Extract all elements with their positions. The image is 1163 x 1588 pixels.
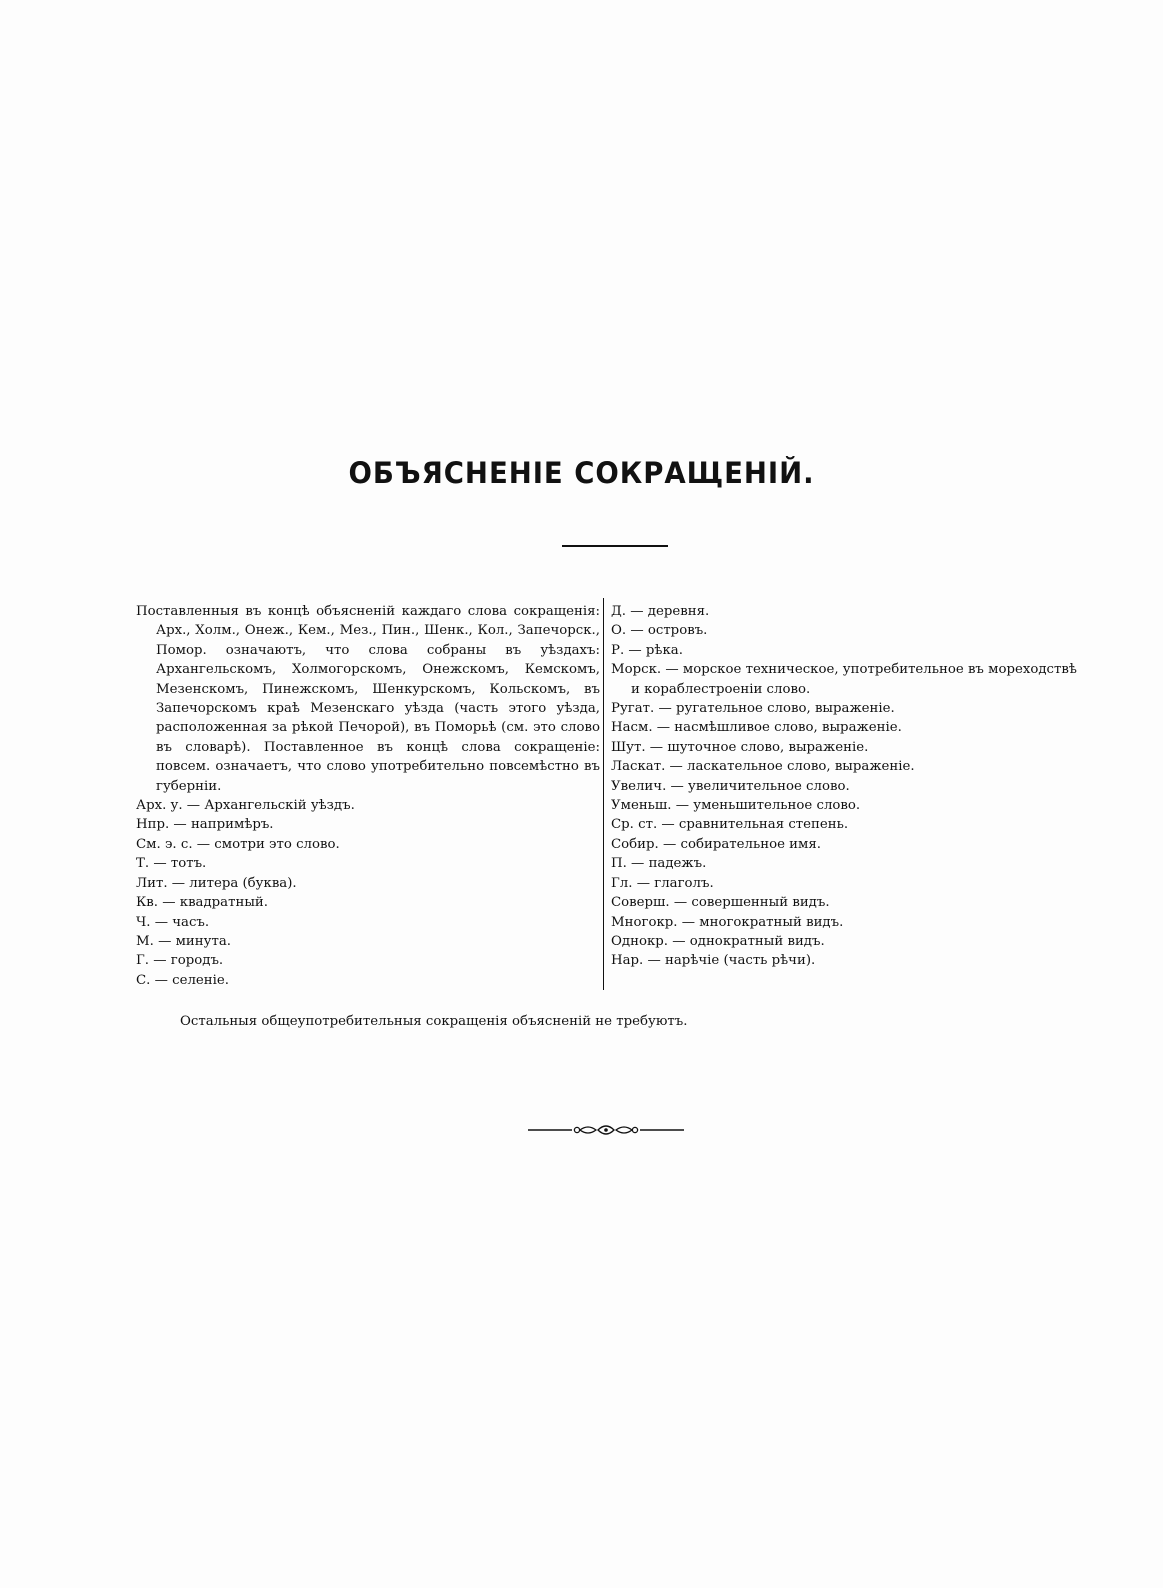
title-rule xyxy=(562,545,668,547)
abbreviation-entry: Собир. — собирательное имя. xyxy=(611,836,821,852)
abbreviation-entry: Гл. — глаголъ. xyxy=(611,875,714,891)
left-entry-list xyxy=(136,796,600,990)
abbreviation-entry: Арх. у. — Архангельскій уѣздъ. xyxy=(136,798,355,814)
abbreviation-entry: Кв. — квадратный. xyxy=(136,895,268,911)
abbreviation-entry: М. — минута. xyxy=(136,933,231,949)
abbreviation-entry: Р. — рѣка. xyxy=(611,642,683,658)
abbreviation-entry: Г. — городъ. xyxy=(136,953,224,969)
abbreviation-entry: Ругат. — ругательное слово, выраженіе. xyxy=(611,701,895,717)
abbreviation-entry: Насм. — насмѣшливое слово, выраженіе. xyxy=(611,720,902,736)
abbreviation-entry: Д. — деревня. xyxy=(611,604,710,619)
abbreviation-entry: Ч. — часъ. xyxy=(136,914,210,930)
left-column xyxy=(136,602,600,990)
abbreviation-entry: Т. — тотъ. xyxy=(136,856,207,872)
abbreviation-entry: Многокр. — многократный видъ. xyxy=(611,914,844,930)
abbreviation-entry: Шут. — шуточное слово, выраженіе. xyxy=(611,739,869,755)
abbreviation-entry: Ласкат. — ласкательное слово, выраженіе. xyxy=(611,759,915,775)
abbreviation-entry: Уменьш. — уменьшительное слово. xyxy=(611,798,861,814)
abbreviation-entry: Лит. — литера (буква). xyxy=(136,875,297,891)
abbreviation-entry: Ср. ст. — сравнительная степень. xyxy=(611,817,849,833)
footer-note: Остальныя общеупотребительныя сокращенія объясненій не требуютъ. xyxy=(180,1014,688,1029)
column-divider xyxy=(603,598,604,990)
abbreviation-entry: Однокр. — однократный видъ. xyxy=(611,933,825,949)
ornament-divider xyxy=(528,1122,684,1138)
abbreviation-entry: См. э. с. — смотри это слово. xyxy=(136,836,340,852)
right-column xyxy=(611,602,1081,971)
abbreviation-entry: С. — селеніе. xyxy=(136,972,229,988)
abbreviation-entry: Нар. — нарѣчіе (часть рѣчи). xyxy=(611,953,816,969)
abbreviation-entry: Соверш. — совершенный видъ. xyxy=(611,895,830,911)
abbreviation-entry: Увелич. — увеличительное слово. xyxy=(611,778,850,794)
page-title: ОБЪЯСНЕНІЕ СОКРАЩЕНІЙ. xyxy=(348,456,815,490)
abbreviation-entry: О. — островъ. xyxy=(611,623,708,639)
abbreviation-entry: Морск. — морское техническое, употребительное въ мореходствѣ и кораблестроеніи слово. xyxy=(611,662,1077,697)
abbreviation-entry: Нпр. — напримѣръ. xyxy=(136,817,274,833)
abbreviation-entry: П. — падежъ. xyxy=(611,856,707,872)
intro-paragraph: Поставленныя въ концѣ объясненій каждаго слова сокращенія: Арх., Холм., Онеж., Кем., Мез., Пин., Шенк., Кол., Запечорск., Помор. означаютъ, что слова собраны въ уѣздахъ: Архангельскомъ, Холмогорскомъ, Онежскомъ, Кемскомъ, Мезенскомъ, Пинежскомъ, Шенкурскомъ, Кольскомъ, въ Запечорскомъ краѣ Мезенскаго уѣзда (часть этого уѣзда, расположенная за рѣкой Печорой), въ Поморьѣ (см. это слово въ словарѣ). Поставленное въ концѣ слова сокращеніе: повсем. означаетъ, что слово употребительно повсемѣстно въ губерніи. xyxy=(136,604,600,794)
